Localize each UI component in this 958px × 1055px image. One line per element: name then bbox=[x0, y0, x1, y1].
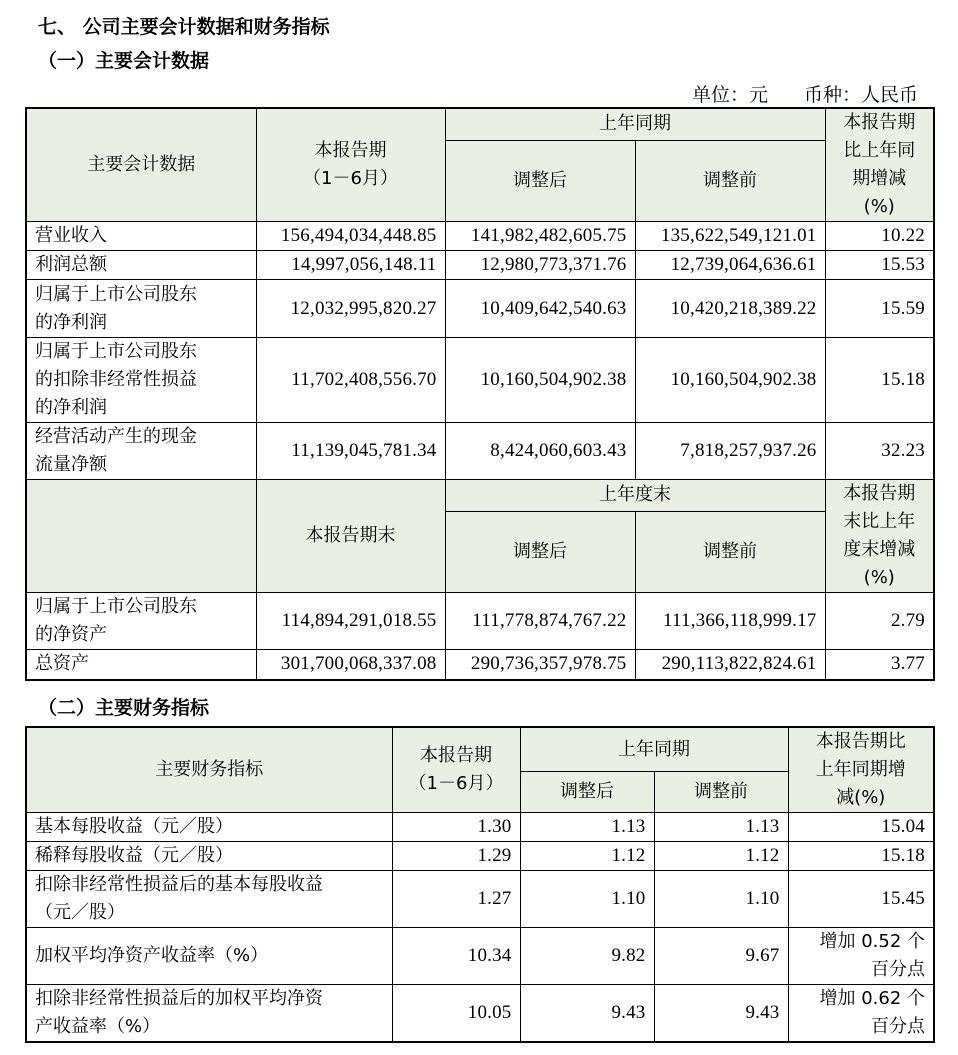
row-label: 基本每股收益（元／股） bbox=[26, 813, 392, 842]
table-row bbox=[26, 280, 934, 338]
value-change: 15.45 bbox=[788, 871, 934, 928]
accounting-data-table bbox=[25, 107, 935, 681]
table-row bbox=[26, 871, 934, 928]
value-current: 10.05 bbox=[392, 985, 520, 1043]
value-change: 增加 0.62 个 百分点 bbox=[788, 985, 934, 1043]
header-period-end: 本报告期末 bbox=[256, 480, 445, 593]
value-before: 135,622,549,121.01 bbox=[635, 222, 825, 251]
subsection-title-indicators: （二）主要财务指标 bbox=[38, 697, 210, 719]
value-current: 156,494,034,448.85 bbox=[256, 222, 445, 251]
value-current: 1.29 bbox=[392, 842, 520, 871]
value-change: 3.77 bbox=[825, 650, 934, 680]
value-current: 14,997,056,148.11 bbox=[256, 251, 445, 280]
unit-line bbox=[686, 80, 918, 107]
header-end-adjusted-before: 调整前 bbox=[635, 511, 825, 592]
value-before: 7,818,257,937.26 bbox=[635, 423, 825, 480]
header-adjusted-after: 调整后 bbox=[520, 772, 654, 813]
value-before: 9.67 bbox=[654, 928, 788, 985]
value-before: 10,160,504,902.38 bbox=[635, 338, 825, 423]
value-after: 9.82 bbox=[520, 928, 654, 985]
unit-label: 单位：元 bbox=[691, 84, 768, 106]
value-current: 11,702,408,556.70 bbox=[256, 338, 445, 423]
header-current: 本报告期 （1－6月） bbox=[392, 727, 520, 813]
header-prior-group: 上年同期 bbox=[445, 108, 825, 140]
table-row bbox=[26, 650, 934, 680]
value-change: 15.04 bbox=[788, 813, 934, 842]
value-change: 增加 0.52 个 百分点 bbox=[788, 928, 934, 985]
value-after: 1.13 bbox=[520, 813, 654, 842]
value-current: 301,700,068,337.08 bbox=[256, 650, 445, 680]
value-current: 1.30 bbox=[392, 813, 520, 842]
value-after: 1.12 bbox=[520, 842, 654, 871]
row-label: 总资产 bbox=[26, 650, 256, 680]
row-label: 归属于上市公司股东 的净资产 bbox=[26, 593, 256, 650]
row-label: 归属于上市公司股东 的扣除非经常性损益 的净利润 bbox=[26, 338, 256, 423]
value-after: 111,778,874,767.22 bbox=[445, 593, 635, 650]
row-label: 归属于上市公司股东 的净利润 bbox=[26, 280, 256, 338]
table-row bbox=[26, 338, 934, 423]
value-before: 9.43 bbox=[654, 985, 788, 1043]
value-change: 10.22 bbox=[825, 222, 934, 251]
table-row bbox=[26, 593, 934, 650]
value-before: 290,113,822,824.61 bbox=[635, 650, 825, 680]
value-after: 10,409,642,540.63 bbox=[445, 280, 635, 338]
value-change: 15.53 bbox=[825, 251, 934, 280]
section-title: 七、 公司主要会计数据和财务指标 bbox=[38, 16, 330, 38]
table-row bbox=[26, 423, 934, 480]
value-after: 1.10 bbox=[520, 871, 654, 928]
value-before: 1.12 bbox=[654, 842, 788, 871]
value-after: 12,980,773,371.76 bbox=[445, 251, 635, 280]
row-label: 扣除非经常性损益后的基本每股收益 （元／股） bbox=[26, 871, 392, 928]
value-after: 9.43 bbox=[520, 985, 654, 1043]
value-current: 11,139,045,781.34 bbox=[256, 423, 445, 480]
value-change: 15.18 bbox=[788, 842, 934, 871]
value-after: 141,982,482,605.75 bbox=[445, 222, 635, 251]
value-change: 15.18 bbox=[825, 338, 934, 423]
header-adjusted-after: 调整后 bbox=[445, 140, 635, 221]
value-current: 1.27 bbox=[392, 871, 520, 928]
value-before: 10,420,218,389.22 bbox=[635, 280, 825, 338]
value-change: 2.79 bbox=[825, 593, 934, 650]
header-current: 本报告期 （1－6月） bbox=[256, 108, 445, 222]
table-row bbox=[26, 813, 934, 842]
value-after: 8,424,060,603.43 bbox=[445, 423, 635, 480]
value-before: 12,739,064,636.61 bbox=[635, 251, 825, 280]
header-item: 主要财务指标 bbox=[26, 727, 392, 813]
value-change: 32.23 bbox=[825, 423, 934, 480]
row-label: 经营活动产生的现金 流量净额 bbox=[26, 423, 256, 480]
header-prior-group: 上年同期 bbox=[520, 727, 788, 772]
financial-indicators-table bbox=[25, 726, 935, 1043]
value-after: 290,736,357,978.75 bbox=[445, 650, 635, 680]
table-row bbox=[26, 985, 934, 1043]
value-current: 12,032,995,820.27 bbox=[256, 280, 445, 338]
table-row bbox=[26, 842, 934, 871]
value-after: 10,160,504,902.38 bbox=[445, 338, 635, 423]
header-end-change: 本报告期 末比上年 度末增减 (%) bbox=[825, 480, 934, 593]
header-adjusted-before: 调整前 bbox=[654, 772, 788, 813]
row-label: 扣除非经常性损益后的加权平均净资 产收益率（%） bbox=[26, 985, 392, 1043]
value-before: 111,366,118,999.17 bbox=[635, 593, 825, 650]
value-before: 1.13 bbox=[654, 813, 788, 842]
header-adjusted-before: 调整前 bbox=[635, 140, 825, 221]
value-current: 114,894,291,018.55 bbox=[256, 593, 445, 650]
row-label: 加权平均净资产收益率（%） bbox=[26, 928, 392, 985]
value-before: 1.10 bbox=[654, 871, 788, 928]
value-current: 10.34 bbox=[392, 928, 520, 985]
header-end-adjusted-after: 调整后 bbox=[445, 511, 635, 592]
table-row bbox=[26, 251, 934, 280]
row-label: 营业收入 bbox=[26, 222, 256, 251]
header-item-blank bbox=[26, 480, 256, 593]
value-change: 15.59 bbox=[825, 280, 934, 338]
row-label: 稀释每股收益（元／股） bbox=[26, 842, 392, 871]
currency-label: 币种：人民币 bbox=[803, 84, 918, 106]
header-change: 本报告期比 上年同期增 减(%) bbox=[788, 727, 934, 813]
table-row bbox=[26, 222, 934, 251]
subsection-title-accounting: （一）主要会计数据 bbox=[38, 50, 210, 72]
table-row bbox=[26, 928, 934, 985]
header-change: 本报告期 比上年同 期增减 (%) bbox=[825, 108, 934, 222]
row-label: 利润总额 bbox=[26, 251, 256, 280]
header-prior-end-group: 上年度末 bbox=[445, 480, 825, 512]
header-item: 主要会计数据 bbox=[26, 108, 256, 222]
